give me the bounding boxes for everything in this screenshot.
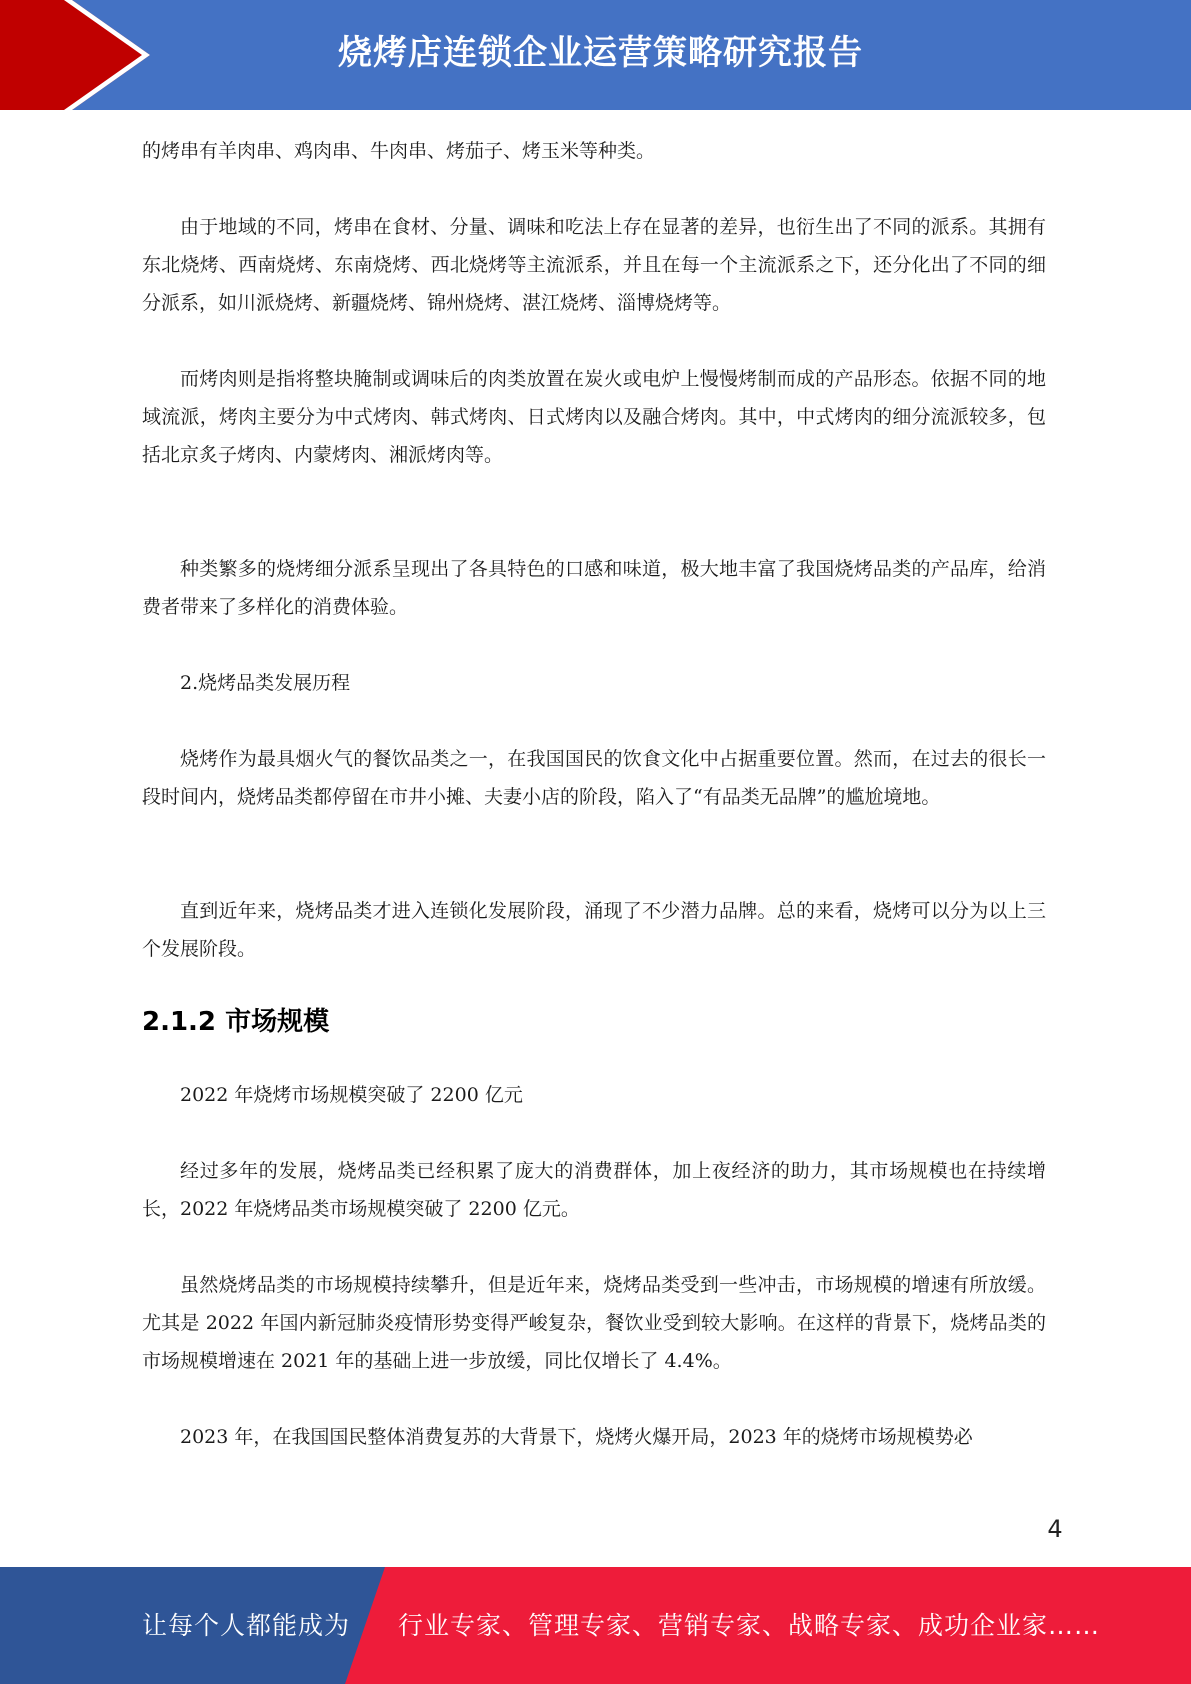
document-body bbox=[142, 132, 1046, 1456]
paragraph: 的烤串有羊肉串、鸡肉串、牛肉串、烤茄子、烤玉米等种类。 bbox=[142, 140, 656, 162]
section-heading: 2.1.2 市场规模 bbox=[142, 1007, 330, 1037]
paragraph: 而烤肉则是指将整块腌制或调味后的肉类放置在炭火或电炉上慢慢烤制而成的产品形态。依据不同的地域流派，烤肉主要分为中式烤肉、韩式烤肉、日式烤肉以及融合烤肉。其中，中式烤肉的细分流派较多，包括北京炙子烤肉、内蒙烤肉、湘派烤肉等。 bbox=[142, 368, 1046, 466]
footer-slogan-left: 让每个人都能成为 bbox=[142, 1611, 351, 1640]
paragraph: 由于地域的不同，烤串在食材、分量、调味和吃法上存在显著的差异，也衍生出了不同的派系。其拥有东北烧烤、西南烧烤、东南烧烤、西北烧烤等主流派系，并且在每一个主流派系之下，还分化出了不同的细分派系，如川派烧烤、新疆烧烤、锦州烧烤、湛江烧烤、淄博烧烤等。 bbox=[142, 216, 1046, 314]
paragraph: 直到近年来，烧烤品类才进入连锁化发展阶段，涌现了不少潜力品牌。总的来看，烧烤可以分为以上三个发展阶段。 bbox=[142, 900, 1046, 960]
page-number: 4 bbox=[1047, 1515, 1063, 1543]
paragraph: 虽然烧烤品类的市场规模持续攀升，但是近年来，烧烤品类受到一些冲击，市场规模的增速有所放缓。尤其是 2022 年国内新冠肺炎疫情形势变得严峻复杂，餐饮业受到较大影响。在这样的背景下，烧烤品类的市场规模增速在 2021 年的基础上进一步放缓，同比仅增长了 4.4%。 bbox=[142, 1274, 1046, 1372]
paragraph: 种类繁多的烧烤细分派系呈现出了各具特色的口感和味道，极大地丰富了我国烧烤品类的产品库，给消费者带来了多样化的消费体验。 bbox=[142, 558, 1046, 618]
paragraph: 2023 年，在我国国民整体消费复苏的大背景下，烧烤火爆开局，2023 年的烧烤市场规模势必 bbox=[180, 1426, 973, 1448]
report-header bbox=[0, 0, 1191, 110]
paragraph: 2022 年烧烤市场规模突破了 2200 亿元 bbox=[180, 1084, 523, 1106]
report-footer bbox=[0, 1567, 1191, 1684]
subsection-title: 2.烧烤品类发展历程 bbox=[180, 672, 351, 694]
paragraph: 烧烤作为最具烟火气的餐饮品类之一，在我国国民的饮食文化中占据重要位置。然而，在过去的很长一段时间内，烧烤品类都停留在市井小摊、夫妻小店的阶段，陷入了“有品类无品牌”的尴尬境地。 bbox=[142, 748, 1046, 808]
paragraph: 经过多年的发展，烧烤品类已经积累了庞大的消费群体，加上夜经济的助力，其市场规模也在持续增长，2022 年烧烤品类市场规模突破了 2200 亿元。 bbox=[142, 1160, 1046, 1220]
report-title: 烧烤店连锁企业运营策略研究报告 bbox=[338, 33, 863, 73]
footer-slogan-right: 行业专家、管理专家、营销专家、战略专家、成功企业家…… bbox=[398, 1611, 1101, 1640]
